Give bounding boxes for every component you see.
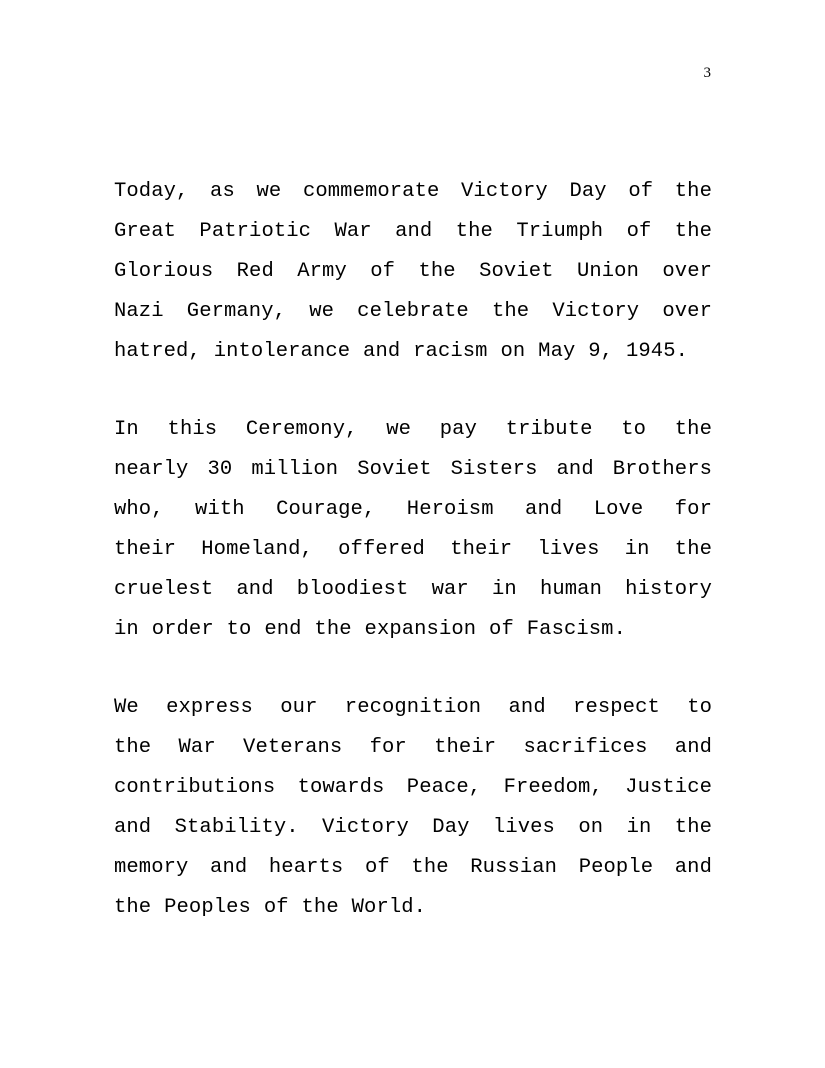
text-line: the War Veterans for their sacrifices and bbox=[114, 736, 712, 759]
text-line: We express our recognition and respect to bbox=[114, 696, 712, 719]
text-line: and Stability. Victory Day lives on in the bbox=[114, 816, 712, 839]
page-number: 3 bbox=[703, 65, 711, 81]
paragraph-3 bbox=[114, 688, 712, 928]
text-line: hatred, intolerance and racism on May 9, 1945. bbox=[114, 340, 688, 363]
text-line: Nazi Germany, we celebrate the Victory over bbox=[114, 300, 712, 323]
text-line: cruelest and bloodiest war in human history bbox=[114, 578, 712, 601]
text-line: the Peoples of the World. bbox=[114, 896, 427, 919]
text-line: contributions towards Peace, Freedom, Justice bbox=[114, 776, 712, 799]
text-line: Great Patriotic War and the Triumph of the bbox=[114, 220, 712, 243]
text-line: In this Ceremony, we pay tribute to the bbox=[114, 418, 712, 441]
text-line: their Homeland, offered their lives in the bbox=[114, 538, 712, 561]
paragraph-2 bbox=[114, 410, 712, 650]
text-line: Today, as we commemorate Victory Day of the bbox=[114, 180, 712, 203]
text-line: memory and hearts of the Russian People and bbox=[114, 856, 712, 879]
document-body bbox=[114, 172, 712, 928]
text-line: in order to end the expansion of Fascism. bbox=[114, 618, 626, 641]
text-line: who, with Courage, Heroism and Love for bbox=[114, 498, 712, 521]
paragraph-1 bbox=[114, 172, 712, 372]
text-line: Glorious Red Army of the Soviet Union over bbox=[114, 260, 712, 283]
text-line: nearly 30 million Soviet Sisters and Brothers bbox=[114, 458, 712, 481]
